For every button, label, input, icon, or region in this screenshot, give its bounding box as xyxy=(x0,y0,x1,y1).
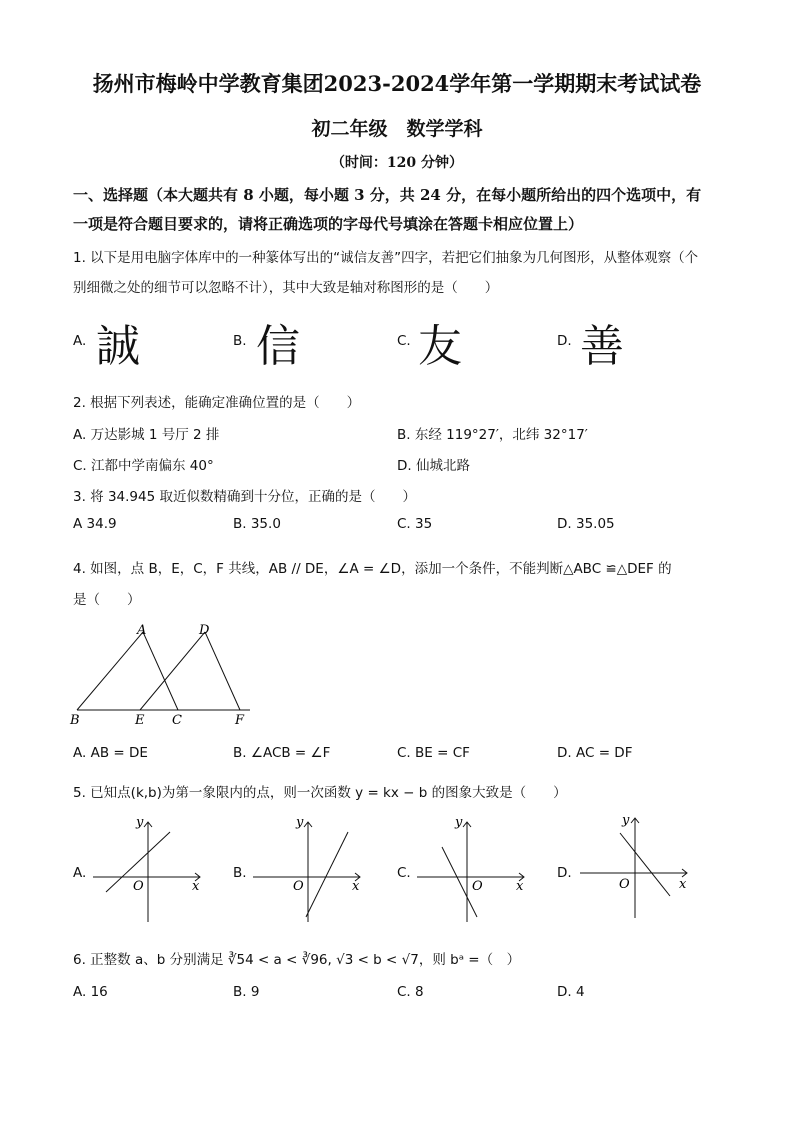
q4-option-c: C. BE = CF xyxy=(397,745,470,761)
q4-stem-line2: 是（ ） xyxy=(73,592,141,608)
q1-stem-line2: 别细微之处的细节可以忽略不计），其中大致是轴对称图形的是（ ） xyxy=(73,280,499,296)
y-label: y xyxy=(455,815,463,830)
q2-option-d: D. 仙城北路 xyxy=(397,458,470,474)
q1-option-b-glyph: 信 xyxy=(256,321,300,372)
exam-title: 扬州市梅岭中学教育集团2023-2024学年第一学期期末考试试卷 xyxy=(92,71,702,96)
q1-option-a-glyph: 誠 xyxy=(96,321,140,372)
q6-option-c: C. 8 xyxy=(397,984,424,1000)
q3-option-c: C. 35 xyxy=(397,516,433,532)
origin-label: O xyxy=(133,879,144,894)
x-label: x xyxy=(516,879,524,894)
q3-stem: 3. 将 34.945 取近似数精确到十分位，正确的是（ ） xyxy=(73,489,416,505)
q5-graph-b xyxy=(248,812,368,927)
origin-label: O xyxy=(472,879,483,894)
q4-stem-line1: 4. 如图，点 B，E，C，F 共线，AB // DE，∠A = ∠D，添加一个条件，不能判断△ABC ≌△DEF 的 xyxy=(73,561,672,577)
q3-option-a: A 34.9 xyxy=(73,516,117,532)
point-label-d: D xyxy=(199,623,210,638)
exam-subtitle: 初二年级 数学学科 xyxy=(311,118,483,140)
q6-stem: 6. 正整数 a、b 分别满足 ∛54 < a < ∛96, √3 < b < √7，则 bᵃ =（ ） xyxy=(73,952,521,968)
segment-df xyxy=(205,632,240,710)
q2-option-c: C. 江都中学南偏东 40° xyxy=(73,458,214,474)
q1-option-d-label: D. xyxy=(557,333,572,349)
q5-stem: 5. 已知点(k,b)为第一象限内的点，则一次函数 y = kx − b 的图象大致是（ ） xyxy=(73,785,567,801)
q6-option-a: A. 16 xyxy=(73,984,108,1000)
y-label: y xyxy=(622,813,630,828)
q3-option-b: B. 35.0 xyxy=(233,516,281,532)
q1-stem-line1: 1. 以下是用电脑字体库中的一种篆体写出的“诚信友善”四字，若把它们抽象为几何图形，从整体观察（个 xyxy=(73,250,699,266)
exam-time: （时间：120 分钟） xyxy=(330,155,464,171)
x-label: x xyxy=(352,879,360,894)
q1-option-c-glyph: 友 xyxy=(418,321,462,372)
q1-option-c-label: C. xyxy=(397,333,411,349)
y-label: y xyxy=(136,815,144,830)
section-heading-line2: 一项是符合题目要求的，请将正确选项的字母代号填涂在答题卡相应位置上） xyxy=(73,215,584,233)
q2-option-b: B. 东经 119°27′，北纬 32°17′ xyxy=(397,427,588,443)
q5-graph-d xyxy=(575,808,695,923)
q4-option-b: B. ∠ACB = ∠F xyxy=(233,745,331,761)
q2-stem: 2. 根据下列表述，能确定准确位置的是（ ） xyxy=(73,395,361,411)
x-label: x xyxy=(192,879,200,894)
q4-triangle-figure xyxy=(65,618,255,728)
point-label-c: C xyxy=(172,713,182,728)
q6-option-b: B. 9 xyxy=(233,984,260,1000)
q3-option-d: D. 35.05 xyxy=(557,516,615,532)
q1-option-d-glyph: 善 xyxy=(580,321,624,372)
q5-graph-c xyxy=(412,812,532,927)
q1-option-a-label: A. xyxy=(73,333,87,349)
q4-option-a: A. AB = DE xyxy=(73,745,148,761)
q5-option-d-label: D. xyxy=(557,865,572,881)
q1-option-b-label: B. xyxy=(233,333,247,349)
q5-option-a-label: A. xyxy=(73,865,87,881)
point-label-b: B xyxy=(70,713,80,728)
point-label-e: E xyxy=(135,713,145,728)
x-label: x xyxy=(679,877,687,892)
q5-graph-a xyxy=(88,812,208,927)
q2-option-a: A. 万达影城 1 号厅 2 排 xyxy=(73,427,220,443)
q4-option-d: D. AC = DF xyxy=(557,745,633,761)
segment-ab xyxy=(77,632,143,710)
q5-option-c-label: C. xyxy=(397,865,411,881)
point-label-f: F xyxy=(235,713,245,728)
q6-option-d: D. 4 xyxy=(557,984,585,1000)
q5-option-b-label: B. xyxy=(233,865,247,881)
point-label-a: A xyxy=(137,623,147,638)
function-line xyxy=(306,832,348,917)
origin-label: O xyxy=(619,877,630,892)
section-heading-line1: 一、选择题（本大题共有 8 小题，每小题 3 分，共 24 分，在每小题所给出的四个选项中，有 xyxy=(73,186,702,204)
origin-label: O xyxy=(293,879,304,894)
y-label: y xyxy=(296,815,304,830)
